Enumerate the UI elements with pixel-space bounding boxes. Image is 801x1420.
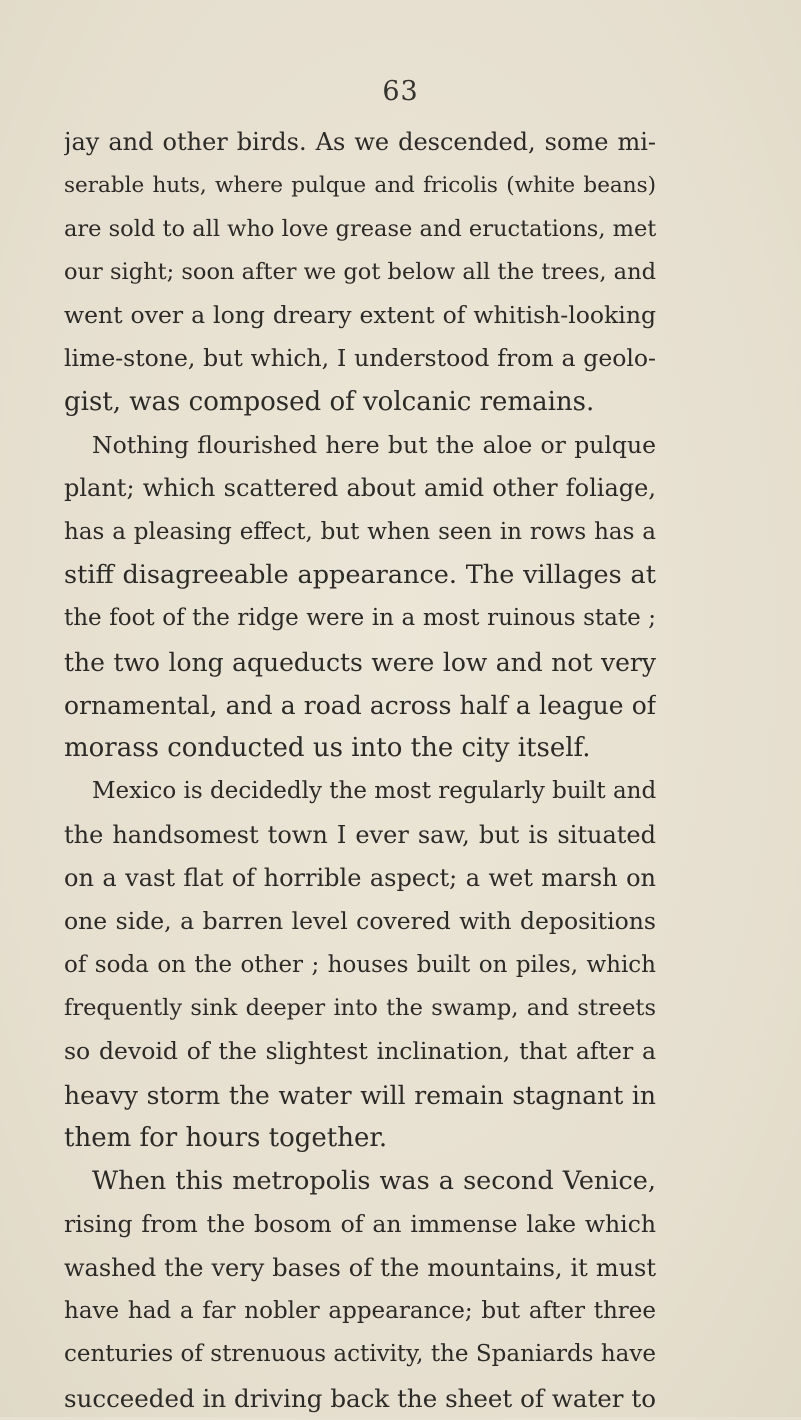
- text-line: of soda on the other ; houses built on piles, which: [64, 951, 656, 978]
- text-line: rising from the bosom of an immense lake which: [64, 1210, 656, 1239]
- text-line: Mexico is decidedly the most regularly built and: [92, 778, 656, 805]
- text-line: the two long aqueducts were low and not very: [64, 647, 656, 677]
- text-line: ornamental, and a road across half a league of: [64, 690, 656, 720]
- body-text: [64, 121, 656, 1420]
- text-line: went over a long dreary extent of whitish-looking: [64, 301, 656, 330]
- text-line: so devoid of the slightest inclination, that after a: [64, 1037, 656, 1066]
- text-line: one side, a barren level covered with depositions: [64, 907, 656, 936]
- text-line: Nothing flourished here but the aloe or pulque: [92, 431, 656, 460]
- text-line: heavy storm the water will remain stagnant in: [64, 1080, 656, 1110]
- text-line: serable huts, where pulque and fricolis (white beans): [64, 173, 656, 199]
- text-line: the handsomest town I ever saw, but is situated: [64, 820, 656, 849]
- text-line: washed the very bases of the mountains, it must: [64, 1253, 656, 1282]
- text-line: lime-stone, but which, I understood from a geolo-: [64, 344, 656, 373]
- text-line: stiff disagreeable appearance. The villages at: [64, 559, 656, 590]
- text-line: the foot of the ridge were in a most ruinous state ;: [64, 605, 656, 632]
- text-line: plant; which scattered about amid other foliage,: [64, 474, 656, 503]
- text-line: our sight; soon after we got below all the trees, and: [64, 258, 656, 285]
- text-line: has a pleasing effect, but when seen in rows has a: [64, 518, 656, 545]
- text-line: jay and other birds. As we descended, some mi-: [64, 128, 656, 156]
- text-line: them for hours together.: [64, 1122, 388, 1153]
- text-line: When this metropolis was a second Venice,: [92, 1166, 656, 1197]
- text-line: frequently sink deeper into the swamp, and streets: [64, 994, 656, 1021]
- text-line: are sold to all who love grease and eructations, met: [64, 215, 656, 242]
- text-line: centuries of strenuous activity, the Spaniards have: [64, 1341, 656, 1368]
- text-line: morass conducted us into the city itself.: [64, 733, 591, 764]
- page-number: 63: [382, 76, 419, 107]
- text-line: on a vast flat of horrible aspect; a wet marsh on: [64, 864, 656, 893]
- text-line: succeeded in driving back the sheet of water to: [64, 1383, 656, 1413]
- text-line: have had a far nobler appearance; but after three: [64, 1298, 656, 1325]
- text-line: gist, was composed of volcanic remains.: [64, 386, 595, 417]
